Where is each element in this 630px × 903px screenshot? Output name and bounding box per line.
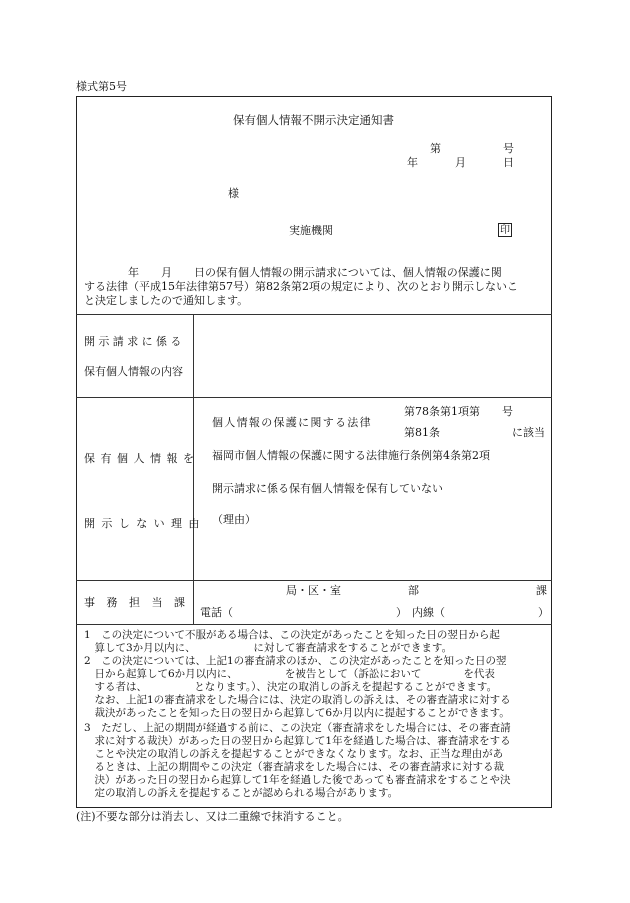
extension-label: 内線（: [412, 606, 445, 619]
issuer-label: 実施機関: [289, 224, 333, 237]
reason-label: （理由）: [212, 513, 256, 526]
note-line: るときは、上記の期間やこの決定（審査請求をした場合には、その審査請求に対する裁: [84, 761, 504, 773]
non-disclosure-label: 開示しない理由: [84, 517, 206, 530]
date-day: 日: [503, 156, 514, 169]
date-year: 年: [407, 156, 418, 169]
note-line: 定の取消しの訴えを提起することが認められる場合があります。: [84, 787, 399, 799]
row-divider: [76, 397, 552, 398]
note-line: 求に対する裁決）があった日の翌日から起算して1年を経過した場合は、審査請求をする: [84, 735, 511, 747]
note-line: ことや決定の取消しの訴えを提起することができなくなります。なお、正当な理由があ: [84, 748, 504, 760]
form-number: 様式第5号: [76, 80, 127, 93]
phone-label: 電話（: [200, 606, 233, 619]
phone-close: ）: [396, 606, 407, 619]
number-suffix: 号: [503, 142, 514, 155]
date-month: 月: [455, 156, 466, 169]
law-name: 個人情報の保護に関する法律: [212, 416, 372, 429]
intro-line: 年 月 日の保有個人情報の開示請求については、個人情報の保護に関: [84, 266, 502, 279]
note-line: 2 この決定については、上記1の審査請求のほか、この決定があったことを知った日の翌: [84, 655, 507, 667]
extension-close: ）: [538, 606, 549, 619]
note-line: する者は、 となります。）、決定の取消しの訴えを提起することができます。: [84, 681, 498, 693]
law-article-2: 第81条: [404, 426, 440, 439]
dept-unit-bureau: 局・区・室: [286, 584, 341, 597]
law-applies: に該当: [512, 426, 545, 439]
note-line: 日から起算して6か月以内に、 を被告として（訴訟において を代表: [84, 668, 495, 680]
row-divider: [76, 314, 552, 315]
note-line: なお、上記1の審査請求をした場合には、決定の取消しの訴えは、その審査請求に対する: [84, 694, 511, 706]
note-line: 裁決があったことを知った日の翌日から起算して6か月以内に提起することができます。: [84, 707, 510, 719]
city-ordinance: 福岡市個人情報の保護に関する法律施行条例第4条第2項: [212, 449, 490, 462]
intro-line: する法律（平成15年法律第57号）第82条第2項の規定により、次のとおり開示しないこ: [84, 280, 518, 293]
intro-line: と決定しましたので通知します。: [84, 294, 249, 307]
row-divider: [76, 580, 552, 581]
document-title: 保有個人情報不開示決定通知書: [233, 113, 394, 127]
addressee-suffix: 様: [228, 187, 239, 200]
request-content-label: 開示請求に係る: [84, 335, 185, 348]
seal-mark: 印: [500, 225, 510, 236]
note-line: 3 ただし、上記の期間が経過する前に、この決定（審査請求をした場合には、その審査請: [84, 722, 511, 734]
note-line: 1 この決定について不服がある場合は、この決定があったことを知った日の翌日から起: [84, 629, 500, 641]
column-divider: [193, 314, 194, 624]
law-article-1: 第78条第1項第 号: [404, 405, 513, 418]
not-held-statement: 開示請求に係る保有個人情報を保有していない: [212, 482, 443, 495]
department-label: 事務担当課: [84, 596, 197, 609]
dept-unit-section: 課: [536, 584, 547, 597]
non-disclosure-label: 保有個人情報を: [84, 452, 200, 465]
dept-unit-division: 部: [408, 584, 419, 597]
note-line: 算して3か月以内に、 に対して審査請求をすることができます。: [84, 642, 453, 654]
note-line: 決）があった日の翌日から起算して1年を経過した後であっても審査請求をすることや決: [84, 774, 511, 786]
footnote: (注)不要な部分は消去し、又は二重線で抹消すること。: [76, 810, 349, 823]
number-label: 第: [430, 142, 441, 155]
row-divider: [76, 624, 552, 625]
request-content-label: 保有個人情報の内容: [84, 365, 183, 378]
